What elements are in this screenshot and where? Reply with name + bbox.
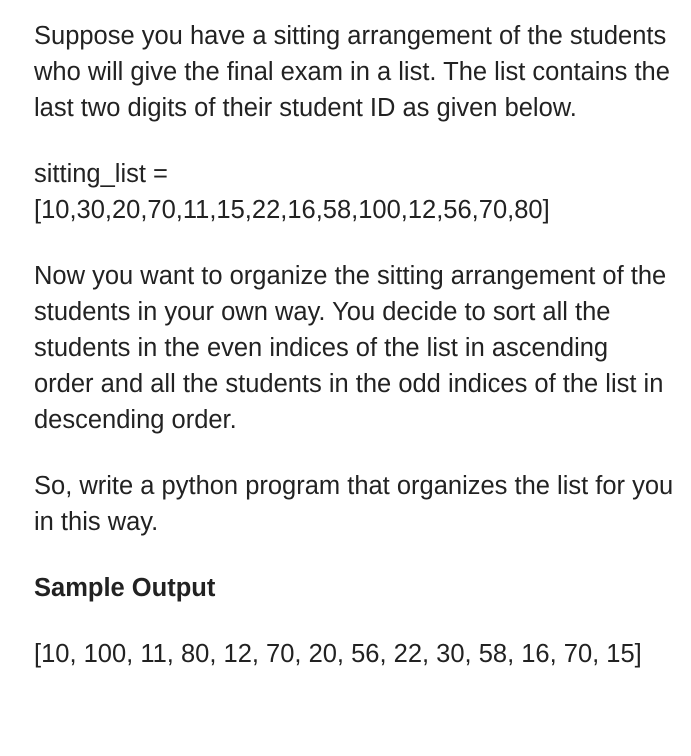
list-definition — [34, 156, 674, 228]
task-paragraph: Now you want to organize the sitting arrangement of the students in your own way. You decide to sort all the students in the even indices of the list in ascending order and all the students in the odd indices of the list in descending order. — [34, 262, 667, 434]
instruction-paragraph: So, write a python program that organizes the list for you in this way. — [34, 472, 674, 536]
sample-output-heading: Sample Output — [34, 574, 216, 602]
problem-statement — [34, 18, 674, 672]
sample-output-value: [10, 100, 11, 80, 12, 70, 20, 56, 22, 30, 58, 16, 70, 15] — [34, 640, 642, 668]
list-label: sitting_list = — [34, 160, 168, 188]
list-value: [10,30,20,70,11,15,22,16,58,100,12,56,70,80] — [34, 196, 550, 224]
intro-paragraph: Suppose you have a sitting arrangement of the students who will give the final exam in a list. The list contains the last two digits of their student ID as given below. — [34, 22, 670, 122]
